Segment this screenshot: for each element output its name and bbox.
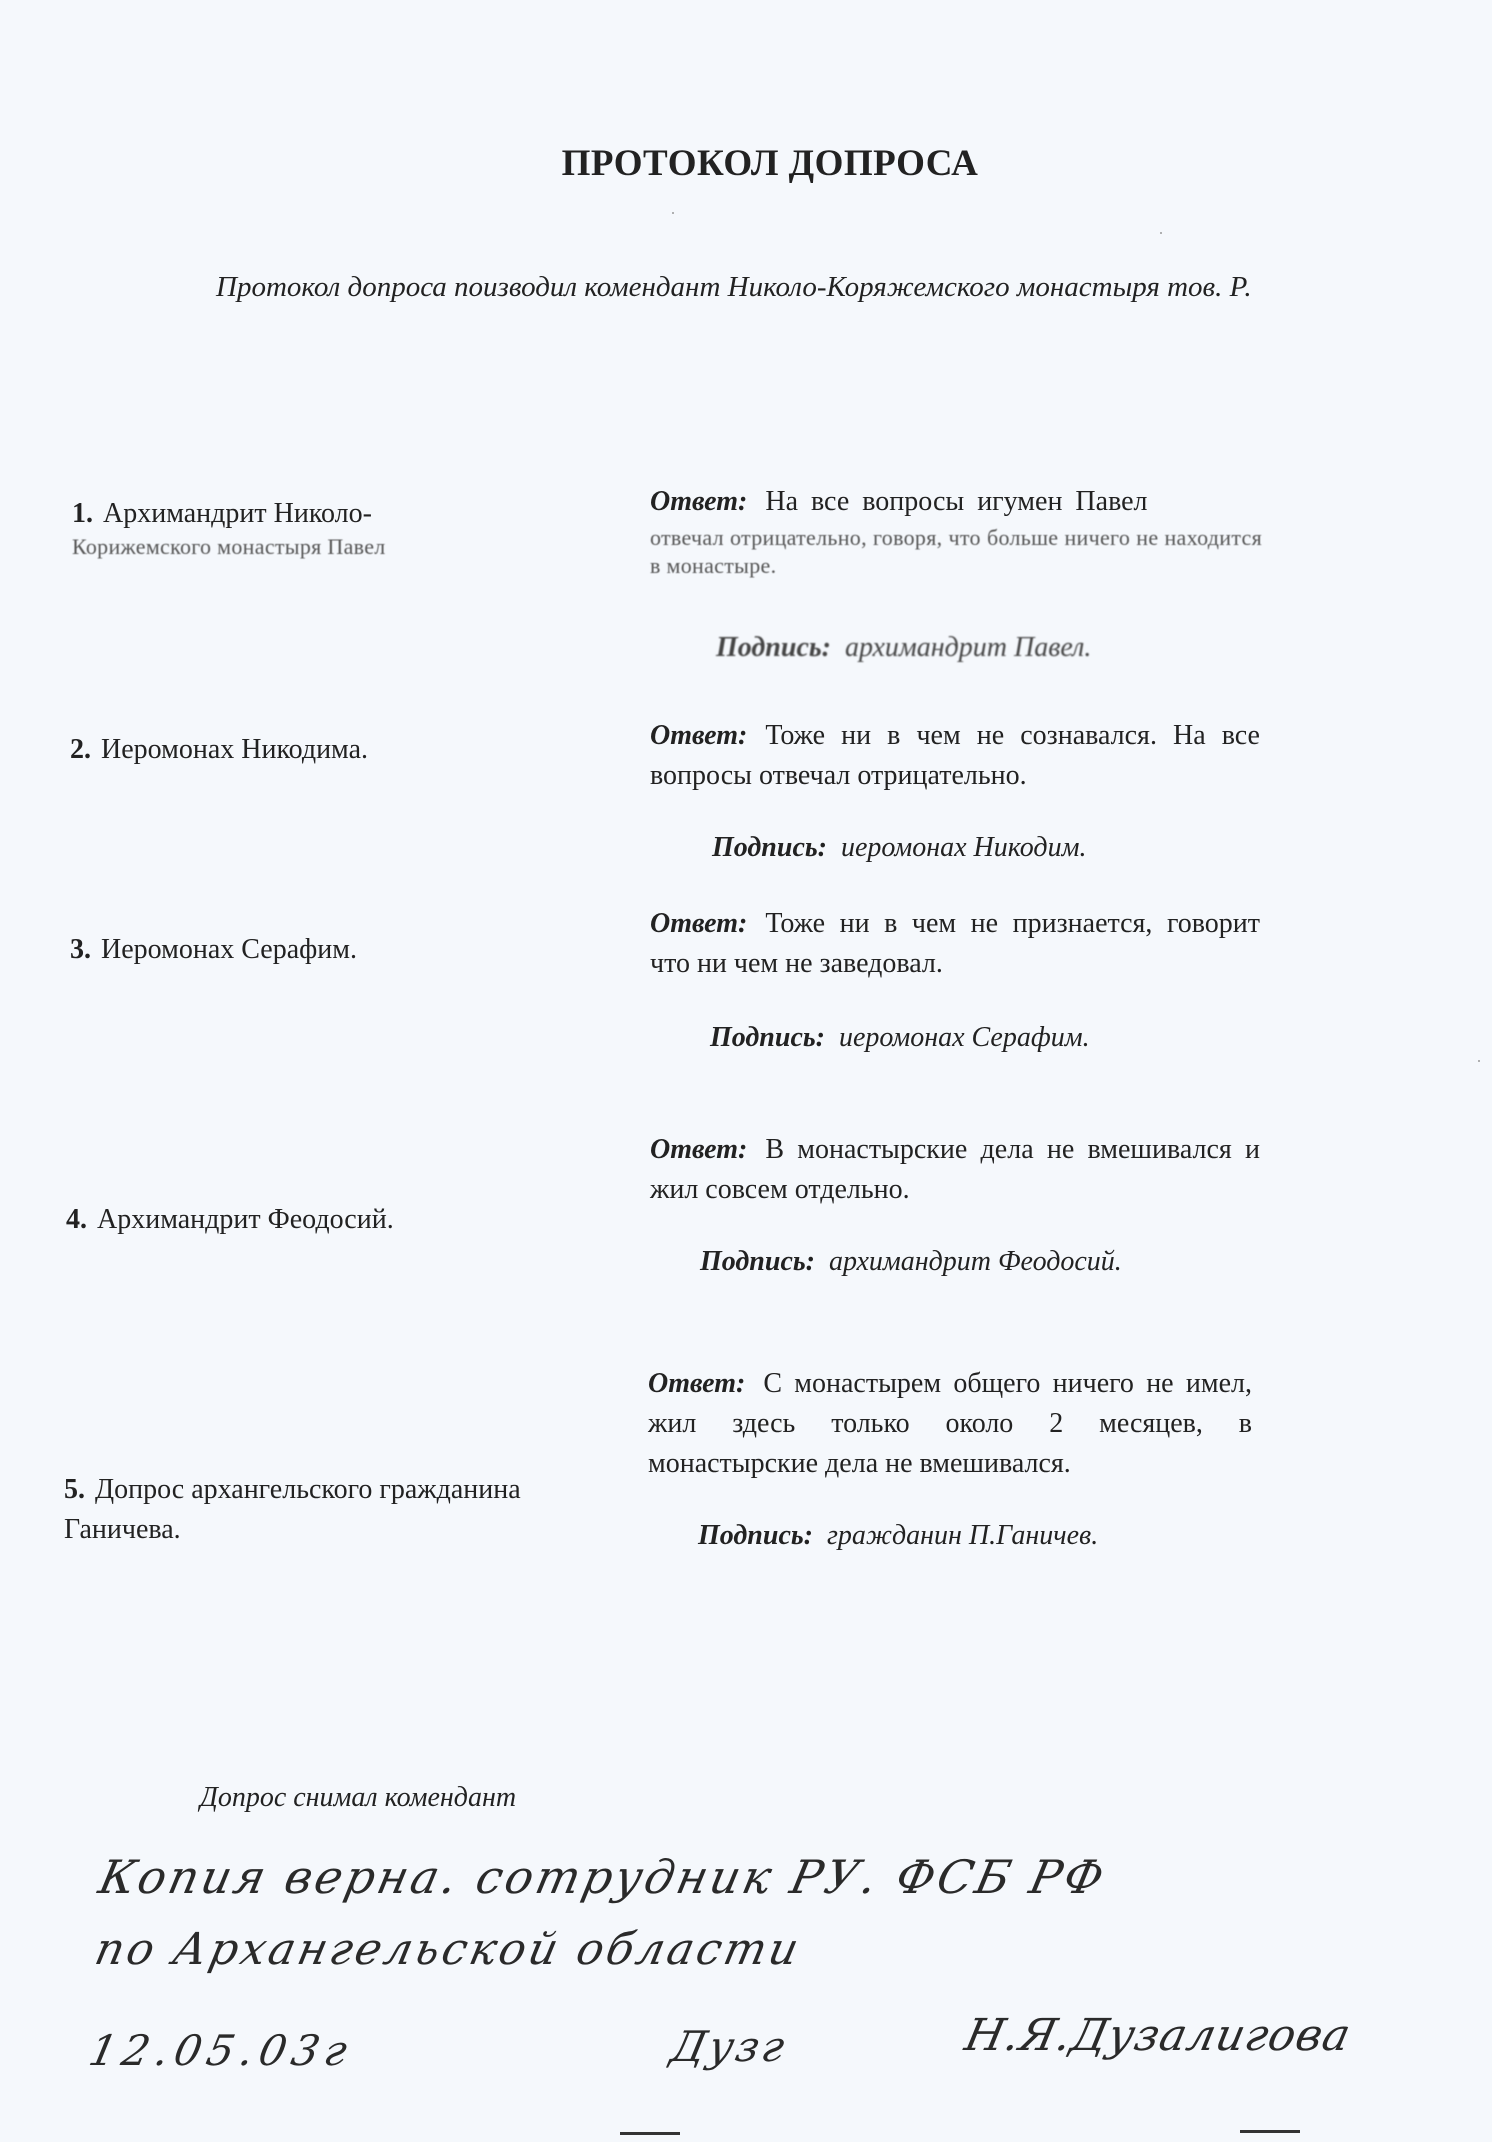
signature-label: Подпись: — [698, 1520, 813, 1551]
document-title: ПРОТОКОЛ ДОПРОСА — [561, 143, 979, 184]
entry-2-signature — [712, 832, 1086, 864]
entry-2-answer — [650, 716, 1260, 796]
answer-label: Ответ: — [650, 1134, 748, 1165]
signature-label: Подпись: — [716, 632, 831, 663]
entry-4-signature — [700, 1246, 1122, 1278]
scan-mark — [620, 2132, 680, 2135]
entry-name: Иеромонах Никодима. — [101, 734, 369, 765]
answer-faded-text: отвечал отрицательно, говоря, что больше ничего не находится в монастыре. — [650, 525, 1262, 578]
handwritten-signature: Дузг — [666, 2022, 792, 2071]
entry-3-signature — [710, 1022, 1090, 1054]
signature-text: гражданин П.Ганичев. — [827, 1520, 1099, 1551]
answer-label: Ответ: — [650, 720, 748, 751]
entry-5-name — [64, 1470, 634, 1550]
scan-mark — [1240, 2130, 1300, 2133]
entry-name: Иеромонах Серафим. — [101, 934, 357, 965]
signature-text: иеромонах Серафим. — [839, 1022, 1090, 1053]
entry-3-name — [70, 930, 590, 970]
intro-paragraph: Протокол допроса поизводил комендант Николо-Коряжемского монастыря тов. Р. — [216, 271, 1252, 303]
entry-4-answer — [650, 1130, 1260, 1210]
signature-text: архимандрит Феодосий. — [829, 1246, 1122, 1277]
handwritten-certification-line-2: по Архангельской области — [90, 1924, 807, 1975]
entry-2-name — [70, 730, 590, 770]
entry-number: 5. — [64, 1474, 85, 1505]
entry-3-answer — [650, 904, 1260, 984]
handwritten-signer-name: Н.Я.Дузалигова — [960, 2010, 1356, 2061]
signature-label: Подпись: — [712, 832, 827, 863]
answer-text: С монастырем общего ничего не имел, жил здесь только около 2 месяцев, в монастырские дела не вмешивался. — [648, 1368, 1252, 1479]
entry-number: 4. — [66, 1204, 87, 1235]
answer-label: Ответ: — [650, 486, 748, 517]
entry-5-signature — [698, 1520, 1098, 1552]
answer-text: В монастырские дела не вмешивался и жил совсем отдельно. — [650, 1134, 1260, 1205]
entry-number: 2. — [70, 734, 91, 765]
signature-text: архимандрит Павел. — [845, 632, 1092, 663]
answer-text: На все вопросы игумен Павел — [765, 486, 1148, 517]
entry-name: Архимандрит Феодосий. — [97, 1204, 394, 1235]
answer-label: Ответ: — [648, 1368, 746, 1399]
entry-1-answer — [650, 482, 1262, 580]
scan-speck — [1478, 1060, 1480, 1062]
entry-name: Архимандрит Николо- — [103, 498, 372, 529]
entry-4-name — [66, 1200, 586, 1240]
scan-speck — [1160, 232, 1162, 234]
answer-text: Тоже ни в чем не признается, говорит что ни чем не заведовал. — [650, 908, 1260, 979]
entry-number: 1. — [72, 498, 93, 529]
entry-name-faded: Корижемского монастыря Павел — [72, 534, 386, 559]
interrogated-by-note: Допрос снимал комендант — [200, 1782, 517, 1813]
entry-number: 3. — [70, 934, 91, 965]
entry-1-name — [72, 494, 592, 560]
handwritten-certification-line-1: Копия верна. сотрудник РУ. ФСБ РФ — [94, 1850, 1112, 1904]
answer-text: Тоже ни в чем не сознавался. На все вопросы отвечал отрицательно. — [650, 720, 1260, 791]
entry-name: Допрос архангельского гражданина Ганичева. — [64, 1474, 521, 1545]
signature-label: Подпись: — [710, 1022, 825, 1053]
scan-speck — [672, 212, 674, 214]
entry-1-signature — [716, 632, 1091, 664]
handwritten-date: 12.05.03г — [84, 2026, 358, 2075]
entry-5-answer — [648, 1364, 1252, 1484]
answer-label: Ответ: — [650, 908, 748, 939]
signature-text: иеромонах Никодим. — [841, 832, 1087, 863]
signature-label: Подпись: — [700, 1246, 815, 1277]
